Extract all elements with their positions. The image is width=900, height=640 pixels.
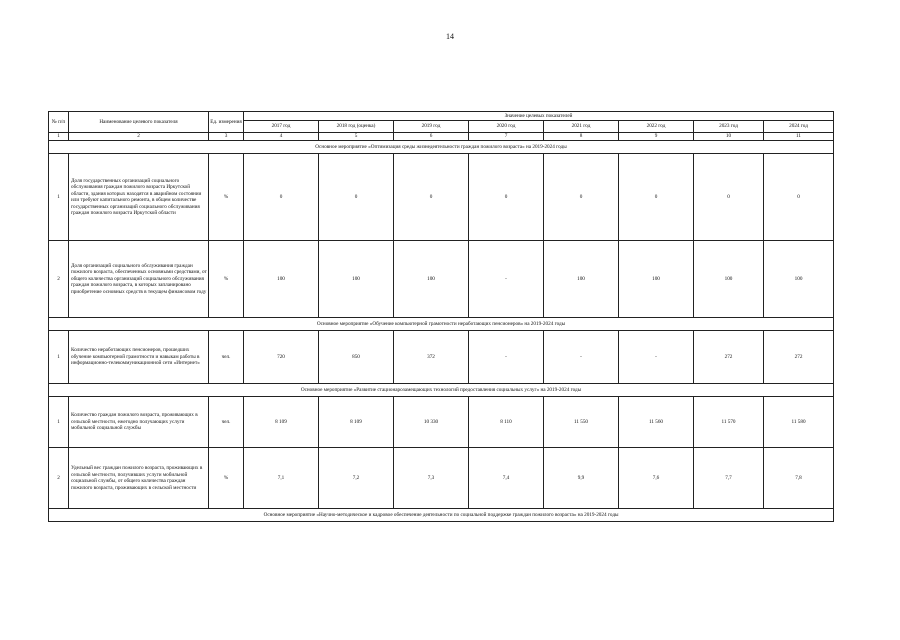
value-cell: -	[469, 241, 544, 318]
value-cell: 0	[244, 154, 319, 241]
value-cell: 100	[394, 241, 469, 318]
unit-cell: чел.	[209, 331, 244, 384]
header-values: Значение целевых показателей	[244, 112, 834, 121]
value-cell: 850	[319, 331, 394, 384]
value-cell: 7,6	[619, 448, 694, 509]
value-cell: 11 560	[619, 397, 694, 448]
value-cell: 8 110	[469, 397, 544, 448]
value-cell: 0	[694, 154, 764, 241]
column-index: 6	[394, 133, 469, 141]
value-cell: 100	[319, 241, 394, 318]
value-cell: 11 570	[694, 397, 764, 448]
column-index: 2	[69, 133, 209, 141]
value-cell: 8 109	[319, 397, 394, 448]
value-cell: 7,4	[469, 448, 544, 509]
value-cell: 7,7	[694, 448, 764, 509]
value-cell: 8 109	[244, 397, 319, 448]
indicator-name: Доля государственных организаций социального обслуживания граждан пожилого возраста Иркутской области, здания которых находятся в аварийном состоянии или требуют капитального ремонта, в общем количестве государственных организаций социального обслуживания граждан пожилого возраста Иркутской области	[69, 154, 209, 241]
value-cell: 0	[469, 154, 544, 241]
section-title: Основное мероприятие «Обучение компьютерной грамотности неработающих пенсионеров» на 2019-2024 годы	[49, 318, 834, 331]
header-year: 2020 год	[469, 121, 544, 133]
header-year: 2024 год	[764, 121, 834, 133]
value-cell: -	[619, 331, 694, 384]
row-num: 1	[49, 331, 69, 384]
column-index: 9	[619, 133, 694, 141]
value-cell: 100	[694, 241, 764, 318]
column-index: 7	[469, 133, 544, 141]
table-row	[49, 397, 834, 448]
value-cell: 7,8	[764, 448, 834, 509]
unit-cell: чел.	[209, 397, 244, 448]
value-cell: 720	[244, 331, 319, 384]
table-row	[49, 331, 834, 384]
header-year: 2018 год (оценка)	[319, 121, 394, 133]
header-year: 2019 год	[394, 121, 469, 133]
value-cell: 0	[544, 154, 619, 241]
table-row	[49, 154, 834, 241]
value-cell: 0	[764, 154, 834, 241]
column-index-row	[49, 133, 834, 141]
indicator-name: Количество неработающих пенсионеров, прошедших обучение компьютерной грамотности и навыкам работы в информационно-телекоммуникационной сети «Интернет»	[69, 331, 209, 384]
column-index: 4	[244, 133, 319, 141]
value-cell: 9,9	[544, 448, 619, 509]
value-cell: 11 550	[544, 397, 619, 448]
value-cell: 100	[244, 241, 319, 318]
section-title: Основное мероприятие «Оптимизация среды жизнедеятельности граждан пожилого возраста» на 2019-2024 годы	[49, 141, 834, 154]
column-index: 5	[319, 133, 394, 141]
section-header-row	[49, 141, 834, 154]
unit-cell: %	[209, 448, 244, 509]
header-num: № п/п	[49, 112, 69, 133]
value-cell: 10 330	[394, 397, 469, 448]
row-num: 1	[49, 154, 69, 241]
column-index: 10	[694, 133, 764, 141]
value-cell: 372	[394, 331, 469, 384]
header-year: 2022 год	[619, 121, 694, 133]
value-cell: -	[544, 331, 619, 384]
value-cell: 0	[319, 154, 394, 241]
page-number: 14	[446, 32, 454, 41]
indicator-name: Удельный вес граждан пожилого возраста, проживающих в сельской местности, получивших услуги мобильной социальной службы, от общего количества граждан пожилого возраста, проживающих в сельской местности	[69, 448, 209, 509]
indicator-name: Количество граждан пожилого возраста, проживающих в сельской местности, ежегодно получающих услуги мобильной социальной службы	[69, 397, 209, 448]
header-year: 2017 год	[244, 121, 319, 133]
indicator-name: Доля организаций социального обслуживания граждан пожилого возраста, обеспеченных основными средствами, от общего количества организаций социального обслуживания граждан пожилого возраста, в которых запланировано приобретение основных средств в текущем финансовом году	[69, 241, 209, 318]
column-index: 11	[764, 133, 834, 141]
section-header-row	[49, 384, 834, 397]
value-cell: 100	[619, 241, 694, 318]
value-cell: 0	[619, 154, 694, 241]
value-cell: 7,1	[244, 448, 319, 509]
unit-cell: %	[209, 154, 244, 241]
value-cell: 272	[694, 331, 764, 384]
row-num: 1	[49, 397, 69, 448]
column-index: 3	[209, 133, 244, 141]
column-index: 8	[544, 133, 619, 141]
row-num: 2	[49, 241, 69, 318]
header-year: 2021 год	[544, 121, 619, 133]
value-cell: 100	[764, 241, 834, 318]
value-cell: 0	[394, 154, 469, 241]
section-header-row	[49, 318, 834, 331]
row-num: 2	[49, 448, 69, 509]
header-name: Наименование целевого показателя	[69, 112, 209, 133]
column-index: 1	[49, 133, 69, 141]
target-indicators-table	[48, 111, 834, 522]
value-cell: 100	[544, 241, 619, 318]
table-row	[49, 448, 834, 509]
value-cell: 7,3	[394, 448, 469, 509]
section-title: Основное мероприятие «Научно-методическое и кадровое обеспечение деятельности по социальной поддержке граждан пожилого возраста» на 2019-2024 годы	[49, 509, 834, 522]
unit-cell: %	[209, 241, 244, 318]
section-header-row	[49, 509, 834, 522]
section-title: Основное мероприятие «Развитие стационарозамещающих технологий предоставления социальных услуг» на 2019-2024 годы	[49, 384, 834, 397]
value-cell: 11 580	[764, 397, 834, 448]
value-cell: -	[469, 331, 544, 384]
value-cell: 272	[764, 331, 834, 384]
value-cell: 7,2	[319, 448, 394, 509]
header-year: 2023 год	[694, 121, 764, 133]
table-row	[49, 241, 834, 318]
header-unit: Ед. измерения	[209, 112, 244, 133]
